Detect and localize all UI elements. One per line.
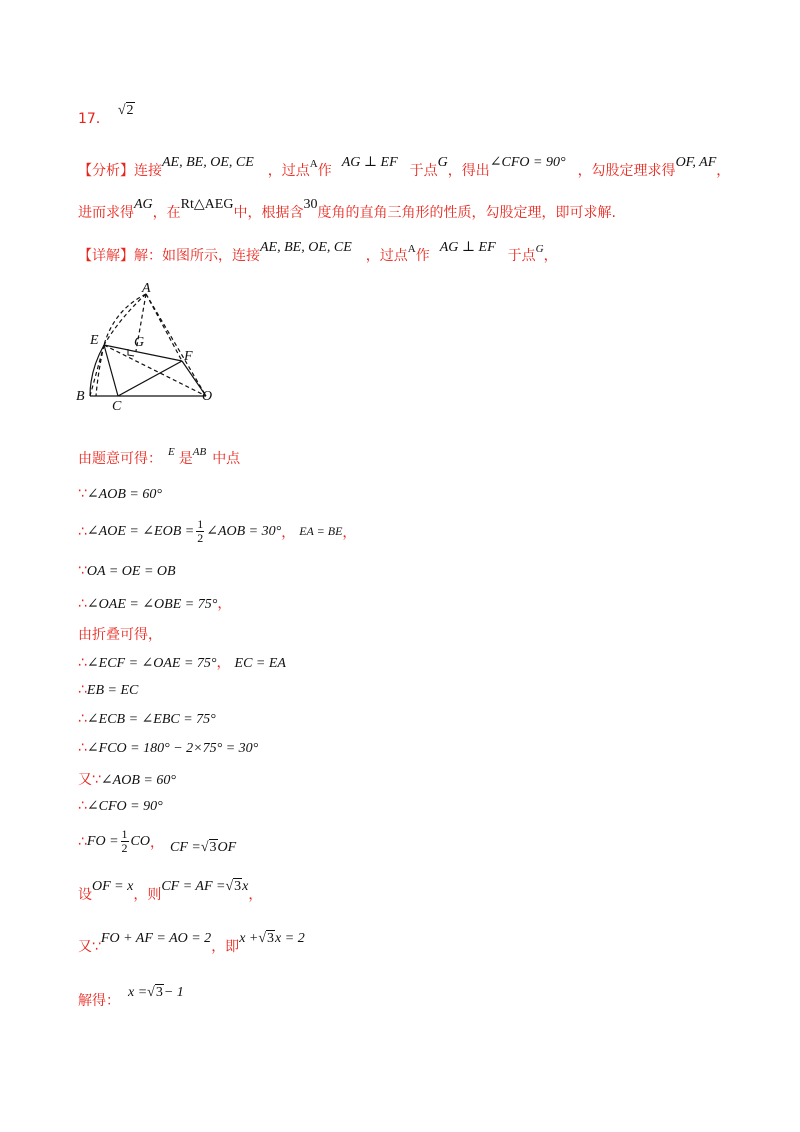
problem-header [78,103,135,128]
analysis-tag: 【分析】 [78,163,134,179]
step-8: ∴ EB = EC [78,682,139,698]
step-13: ∴ FO = $\frac{1}{2}$ CO ， CF = √3 OF [78,827,237,855]
math-perpendicular: AG ⊥ EF [341,155,398,170]
analysis-line-2: 进而求得 AG ，在 Rt△AEG 中，根据含 30 度角的直角三角形的性质，勾股定理，即可求解. [78,197,616,221]
label-F: F [184,349,193,364]
step-9: ∴ ∠ECB = ∠EBC = 75° [78,711,216,727]
problem-number: 17． [78,111,110,127]
analysis-line-1: 【分析】 连接 AE, BE, OE, CE ，过点 A 作 AG ⊥ EF 于点 G ，得出 ∠CFO = 90° ，勾股定理求得 OF, AF ， [78,155,731,179]
step-12: ∴ ∠CFO = 90° [78,798,163,814]
geometry-figure [70,282,230,412]
fraction-half: $\frac{1}{2}$ [121,827,128,855]
fraction-half: $\frac{1}{2}$ [197,517,204,545]
label-O: O [202,389,213,404]
label-C: C [112,399,122,412]
label-A: A [142,282,151,296]
label-G: G [134,335,145,350]
step-5: ∴ ∠OAE = ∠OBE = 75° ， [78,596,232,612]
sqrt-3: √3 [225,879,242,894]
answer-value: √2 [117,103,134,118]
step-1: 由题意可得： E 是 AB 中点 [78,446,241,467]
segment-CF [118,361,182,396]
label-B: B [76,389,85,404]
step-3: ∴ ∠AOE = ∠EOB = $\frac{1}{2}$ ∠AOB = 30° ， EA = BE ， [78,517,357,545]
step-15: 又 ∵ FO + AF = AO = 2 ，即 x + √3 x = 2 [78,931,305,955]
math-segments: AE, BE, OE, CE [162,155,254,170]
step-4: ∵ OA = OE = OB [78,563,176,579]
step-6: 由折叠可得， [78,627,162,643]
math-angle-cfo: ∠CFO = 90° [489,155,566,170]
sqrt-3: √3 [200,839,217,855]
segment-AF [146,294,182,361]
step-16: 解得： x = √3 − 1 [78,985,184,1009]
step-11: 又 ∵ ∠AOB = 60° [78,772,176,788]
step-2: ∵ ∠AOB = 60° [78,486,162,502]
detail-tag: 【详解】 [78,248,134,264]
detail-line: 【详解】 解：如图所示，连接 AE, BE, OE, CE ，过点 A 作 AG ⊥ EF 于点 G ， [78,240,558,264]
label-E: E [90,333,99,348]
sqrt-3: √3 [147,985,163,1000]
step-10: ∴ ∠FCO = 180° − 2×75° = 30° [78,740,259,756]
segment-EC [104,345,118,396]
sqrt-3: √3 [258,931,275,946]
step-7: ∴ ∠ECF = ∠OAE = 75° ， EC = EA [78,655,286,671]
step-14: 设 OF = x ，则 CF = AF = √3 x ， [78,879,263,903]
